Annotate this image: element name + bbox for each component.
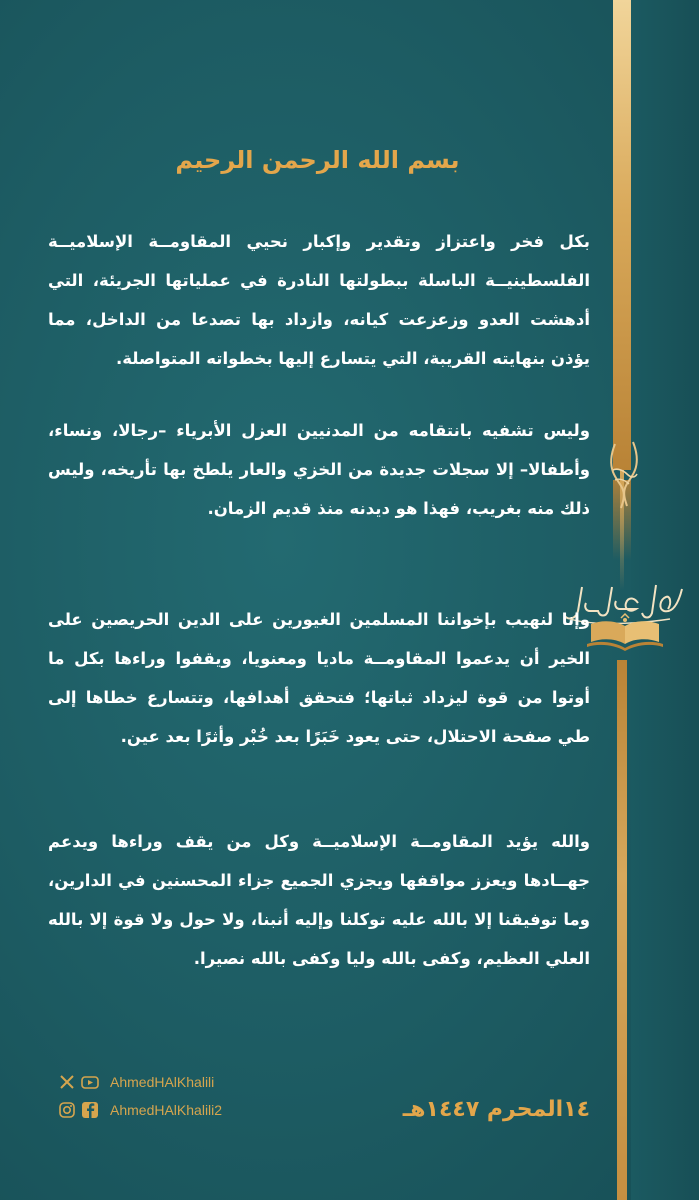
facebook-icon[interactable] <box>81 1101 99 1119</box>
paragraph-1: بكل فخر واعتزاز وتقدير وإكبار نحيي المقاومــة الإسلاميــة الفلسطينيــة الباسلة ببطولتها النادرة في عملياتها الجريئة، التي أدهشت العدو وزعزعت كيانه، وازداد بها تصدعا من الداخل، مما يؤذن بنهايته القريبة، التي يتسارع إليها بخطواته المتواصلة. <box>48 232 590 368</box>
social-links <box>58 1068 308 1124</box>
paragraph-4: والله يؤيد المقاومــة الإسلاميــة وكل من يقف وراءها ويدعم جهــادها ويعزز مواقفها ويجزي الجميع جزاء المحسنين في الدارين، وما توفيقنا إلا بالله عليه توكلنا وإليه أنبنا، ولا حول ولا قوة إلا بالله العلي العظيم، وكفى بالله وليا وكفى بالله نصيرا. <box>48 832 590 968</box>
paragraph-3: وإنا لنهيب بإخواننا المسلمين الغيورين على الدين الحريصين على الخير أن يدعموا المقاومــة ماديا ومعنويا، ويقفوا وراءها بكل ما أوتوا من قوة ليزداد ثباتها؛ فتحقق أهدافها، وتتسارع خطاها إلى طي صفحة الاحتلال، حتى يعود خَبَرًا بعد خُبْر وأثرًا بعد عين. <box>48 610 590 746</box>
social-row-1 <box>58 1068 308 1096</box>
social-handle-1[interactable]: AhmedHAlKhalili <box>110 1074 215 1090</box>
gold-rail-top <box>613 0 631 470</box>
x-icon[interactable] <box>58 1073 76 1091</box>
gold-rail-bottom <box>617 660 627 1200</box>
paragraph-2: وليس تشفيه بانتقامه من المدنيين العزل الأبرياء –رجالا، ونساء، وأطفالا– إلا سجلات جديدة من الخزي والعار يلطخ بها تأريخه، وليس ذلك منه بغريب، فهذا هو ديدنه منذ قديم الزمان. <box>48 421 590 518</box>
social-handle-2[interactable]: AhmedHAlKhalili2 <box>110 1102 223 1118</box>
youtube-icon[interactable] <box>81 1073 99 1091</box>
clasped-hands-icon <box>601 440 647 510</box>
basmala-title: بسم الله الرحمن الرحيم <box>175 146 460 174</box>
open-book-icon <box>585 612 665 652</box>
social-row-2 <box>58 1096 308 1124</box>
hijri-date: ١٤المحرم ١٤٤٧هـ <box>402 1097 590 1122</box>
instagram-icon[interactable] <box>58 1101 76 1119</box>
